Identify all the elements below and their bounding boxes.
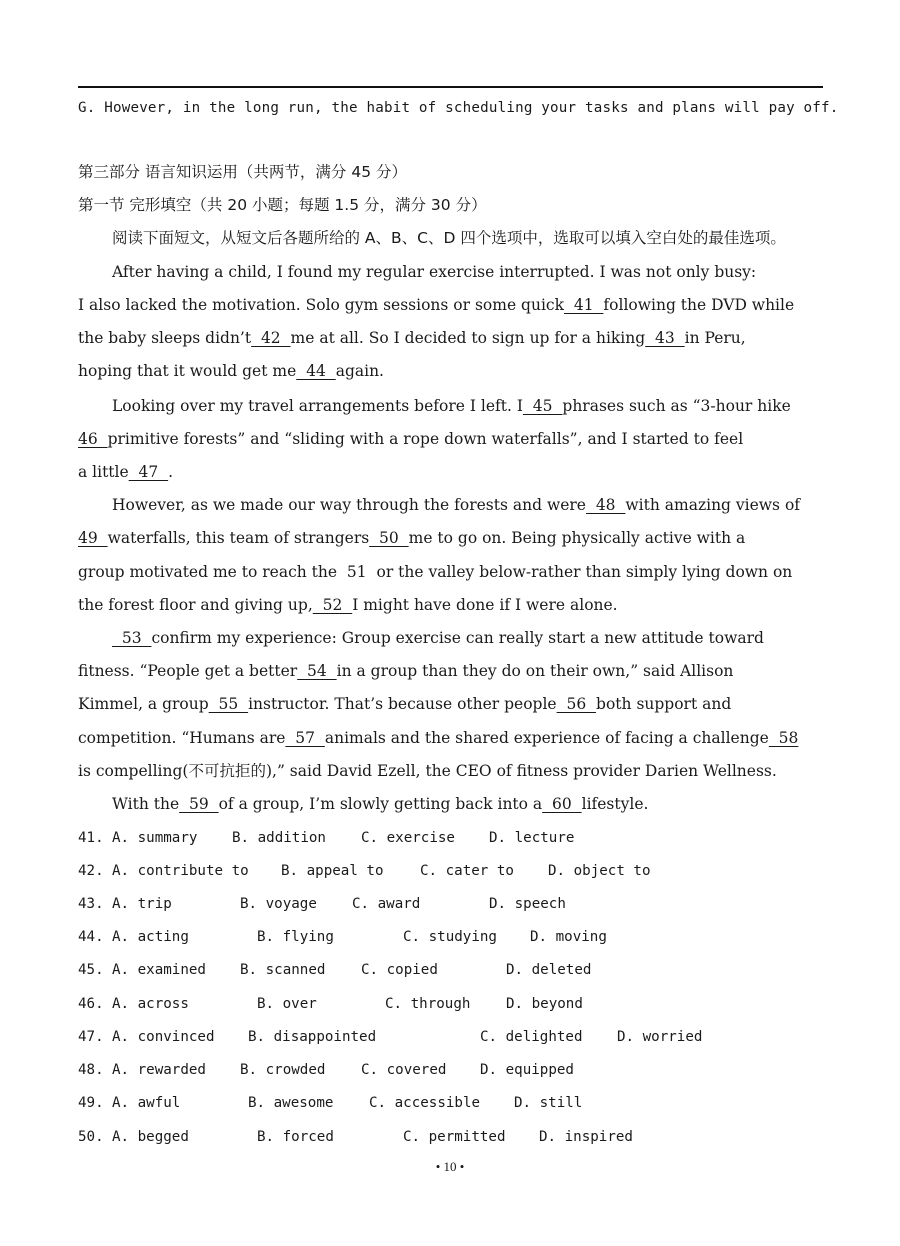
question-number: 47. (78, 1029, 104, 1045)
answer-option[interactable]: D. speech (489, 896, 566, 912)
answer-option[interactable]: C. through (385, 996, 471, 1012)
blank-46: 46 (78, 430, 108, 448)
answer-option[interactable]: D. moving (530, 929, 607, 945)
answer-option[interactable]: D. worried (617, 1029, 703, 1045)
answer-option[interactable]: D. lecture (489, 830, 575, 846)
blank-58: 58 (768, 729, 799, 747)
passage-line: competition. “Humans are 57 animals and the shared experience of facing a challenge 58 (78, 729, 799, 747)
question-number: 49. (78, 1095, 104, 1111)
part3-heading: 第三部分 语言知识运用（共两节，满分 45 分） (78, 163, 408, 181)
passage-line: However, as we made our way through the forests and were 48 with amazing views of (112, 496, 801, 514)
answer-option[interactable]: C. accessible (369, 1095, 481, 1111)
answer-option[interactable]: A. across (112, 996, 189, 1012)
passage-line: With the 59 of a group, I’m slowly getting back into a 60 lifestyle. (112, 795, 649, 813)
answer-option[interactable]: C. cater to (420, 863, 514, 879)
answer-option[interactable]: B. crowded (240, 1062, 326, 1078)
blank-56: 56 (556, 695, 597, 713)
blank-59: 59 (179, 795, 219, 813)
passage-line: Looking over my travel arrangements before I left. I 45 phrases such as “3-hour hike (112, 397, 791, 415)
answer-option[interactable]: B. scanned (240, 962, 326, 978)
blank-51: 51 (337, 563, 377, 581)
blank-54: 54 (297, 662, 337, 680)
answer-option[interactable]: D. deleted (506, 962, 592, 978)
question-number: 45. (78, 962, 104, 978)
passage-line: Kimmel, a group 55 instructor. That’s because other people 56 both support and (78, 695, 732, 713)
blank-60: 60 (542, 795, 582, 813)
answer-option[interactable]: C. award (352, 896, 421, 912)
answer-option[interactable]: B. voyage (240, 896, 317, 912)
passage-line: hoping that it would get me 44 again. (78, 362, 384, 380)
blank-57: 57 (285, 729, 325, 747)
passage-line: 46 primitive forests” and “sliding with a rope down waterfalls”, and I started to feel (78, 430, 744, 448)
question-number: 43. (78, 896, 104, 912)
question-number: 41. (78, 830, 104, 846)
answer-option[interactable]: A. contribute to (112, 863, 249, 879)
blank-41: 41 (563, 296, 604, 314)
page-number: • 10 • (435, 1159, 465, 1174)
blank-43: 43 (645, 329, 685, 347)
answer-option[interactable]: B. forced (257, 1129, 334, 1145)
answer-option[interactable]: C. covered (361, 1062, 447, 1078)
question-number: 44. (78, 929, 104, 945)
blank-49: 49 (78, 529, 108, 547)
answer-option[interactable]: C. studying (403, 929, 497, 945)
answer-option[interactable]: D. still (514, 1095, 583, 1111)
blank-53: 53 (112, 629, 152, 647)
passage-line: the baby sleeps didn’t 42 me at all. So I decided to sign up for a hiking 43 in Peru, (78, 329, 746, 347)
answer-option[interactable]: D. inspired (539, 1129, 633, 1145)
answer-option[interactable]: B. flying (257, 929, 334, 945)
answer-option[interactable]: A. summary (112, 830, 198, 846)
passage-line: group motivated me to reach the 51 or the valley below-rather than simply lying down on (78, 563, 793, 581)
instructions: 阅读下面短文，从短文后各题所给的 A、B、C、D 四个选项中，选取可以填入空白处的最佳选项。 (112, 229, 786, 247)
answer-option[interactable]: B. over (257, 996, 317, 1012)
answer-option[interactable]: B. awesome (248, 1095, 334, 1111)
answer-option[interactable]: A. acting (112, 929, 189, 945)
answer-option[interactable]: C. copied (361, 962, 438, 978)
blank-42: 42 (251, 329, 291, 347)
passage-line: 49 waterfalls, this team of strangers 50 me to go on. Being physically active with a (78, 529, 746, 547)
answer-option[interactable]: B. appeal to (281, 863, 384, 879)
blank-50: 50 (369, 529, 409, 547)
answer-option[interactable]: B. disappointed (248, 1029, 377, 1045)
answer-option[interactable]: D. equipped (480, 1062, 574, 1078)
answer-option[interactable]: C. delighted (480, 1029, 583, 1045)
passage-line: I also lacked the motivation. Solo gym sessions or some quick 41 following the DVD while (78, 296, 795, 314)
blank-48: 48 (585, 496, 626, 514)
answer-option[interactable]: A. trip (112, 896, 172, 912)
answer-option[interactable]: C. permitted (403, 1129, 506, 1145)
question-number: 48. (78, 1062, 104, 1078)
passage-line: fitness. “People get a better 54 in a group than they do on their own,” said Allison (78, 662, 734, 680)
blank-47: 47 (128, 463, 169, 481)
passage-line: the forest floor and giving up, 52 I might have done if I were alone. (78, 596, 618, 614)
passage-line: After having a child, I found my regular exercise interrupted. I was not only busy: (112, 263, 757, 281)
passage-line: a little 47 . (78, 463, 174, 481)
passage-line: is compelling(不可抗拒的),” said David Ezell, the CEO of fitness provider Darien Wellness. (78, 762, 777, 780)
answer-option[interactable]: A. rewarded (112, 1062, 206, 1078)
answer-option[interactable]: A. convinced (112, 1029, 215, 1045)
answer-option[interactable]: A. examined (112, 962, 206, 978)
answer-option[interactable]: A. awful (112, 1095, 181, 1111)
header-rule (78, 86, 823, 88)
question-number: 50. (78, 1129, 104, 1145)
option-g-text: G. However, in the long run, the habit of scheduling your tasks and plans will pay off. (78, 100, 839, 116)
question-number: 46. (78, 996, 104, 1012)
blank-52: 52 (312, 596, 353, 614)
passage-line: 53 confirm my experience: Group exercise can really start a new attitude toward (112, 629, 764, 647)
answer-option[interactable]: B. addition (232, 830, 326, 846)
answer-option[interactable]: C. exercise (361, 830, 455, 846)
answer-option[interactable]: D. object to (548, 863, 651, 879)
answer-option[interactable]: A. begged (112, 1129, 189, 1145)
question-number: 42. (78, 863, 104, 879)
blank-45: 45 (522, 397, 563, 415)
answer-option[interactable]: D. beyond (506, 996, 583, 1012)
section1-heading: 第一节 完形填空（共 20 小题；每题 1.5 分，满分 30 分） (78, 196, 487, 214)
blank-44: 44 (296, 362, 336, 380)
blank-55: 55 (208, 695, 249, 713)
